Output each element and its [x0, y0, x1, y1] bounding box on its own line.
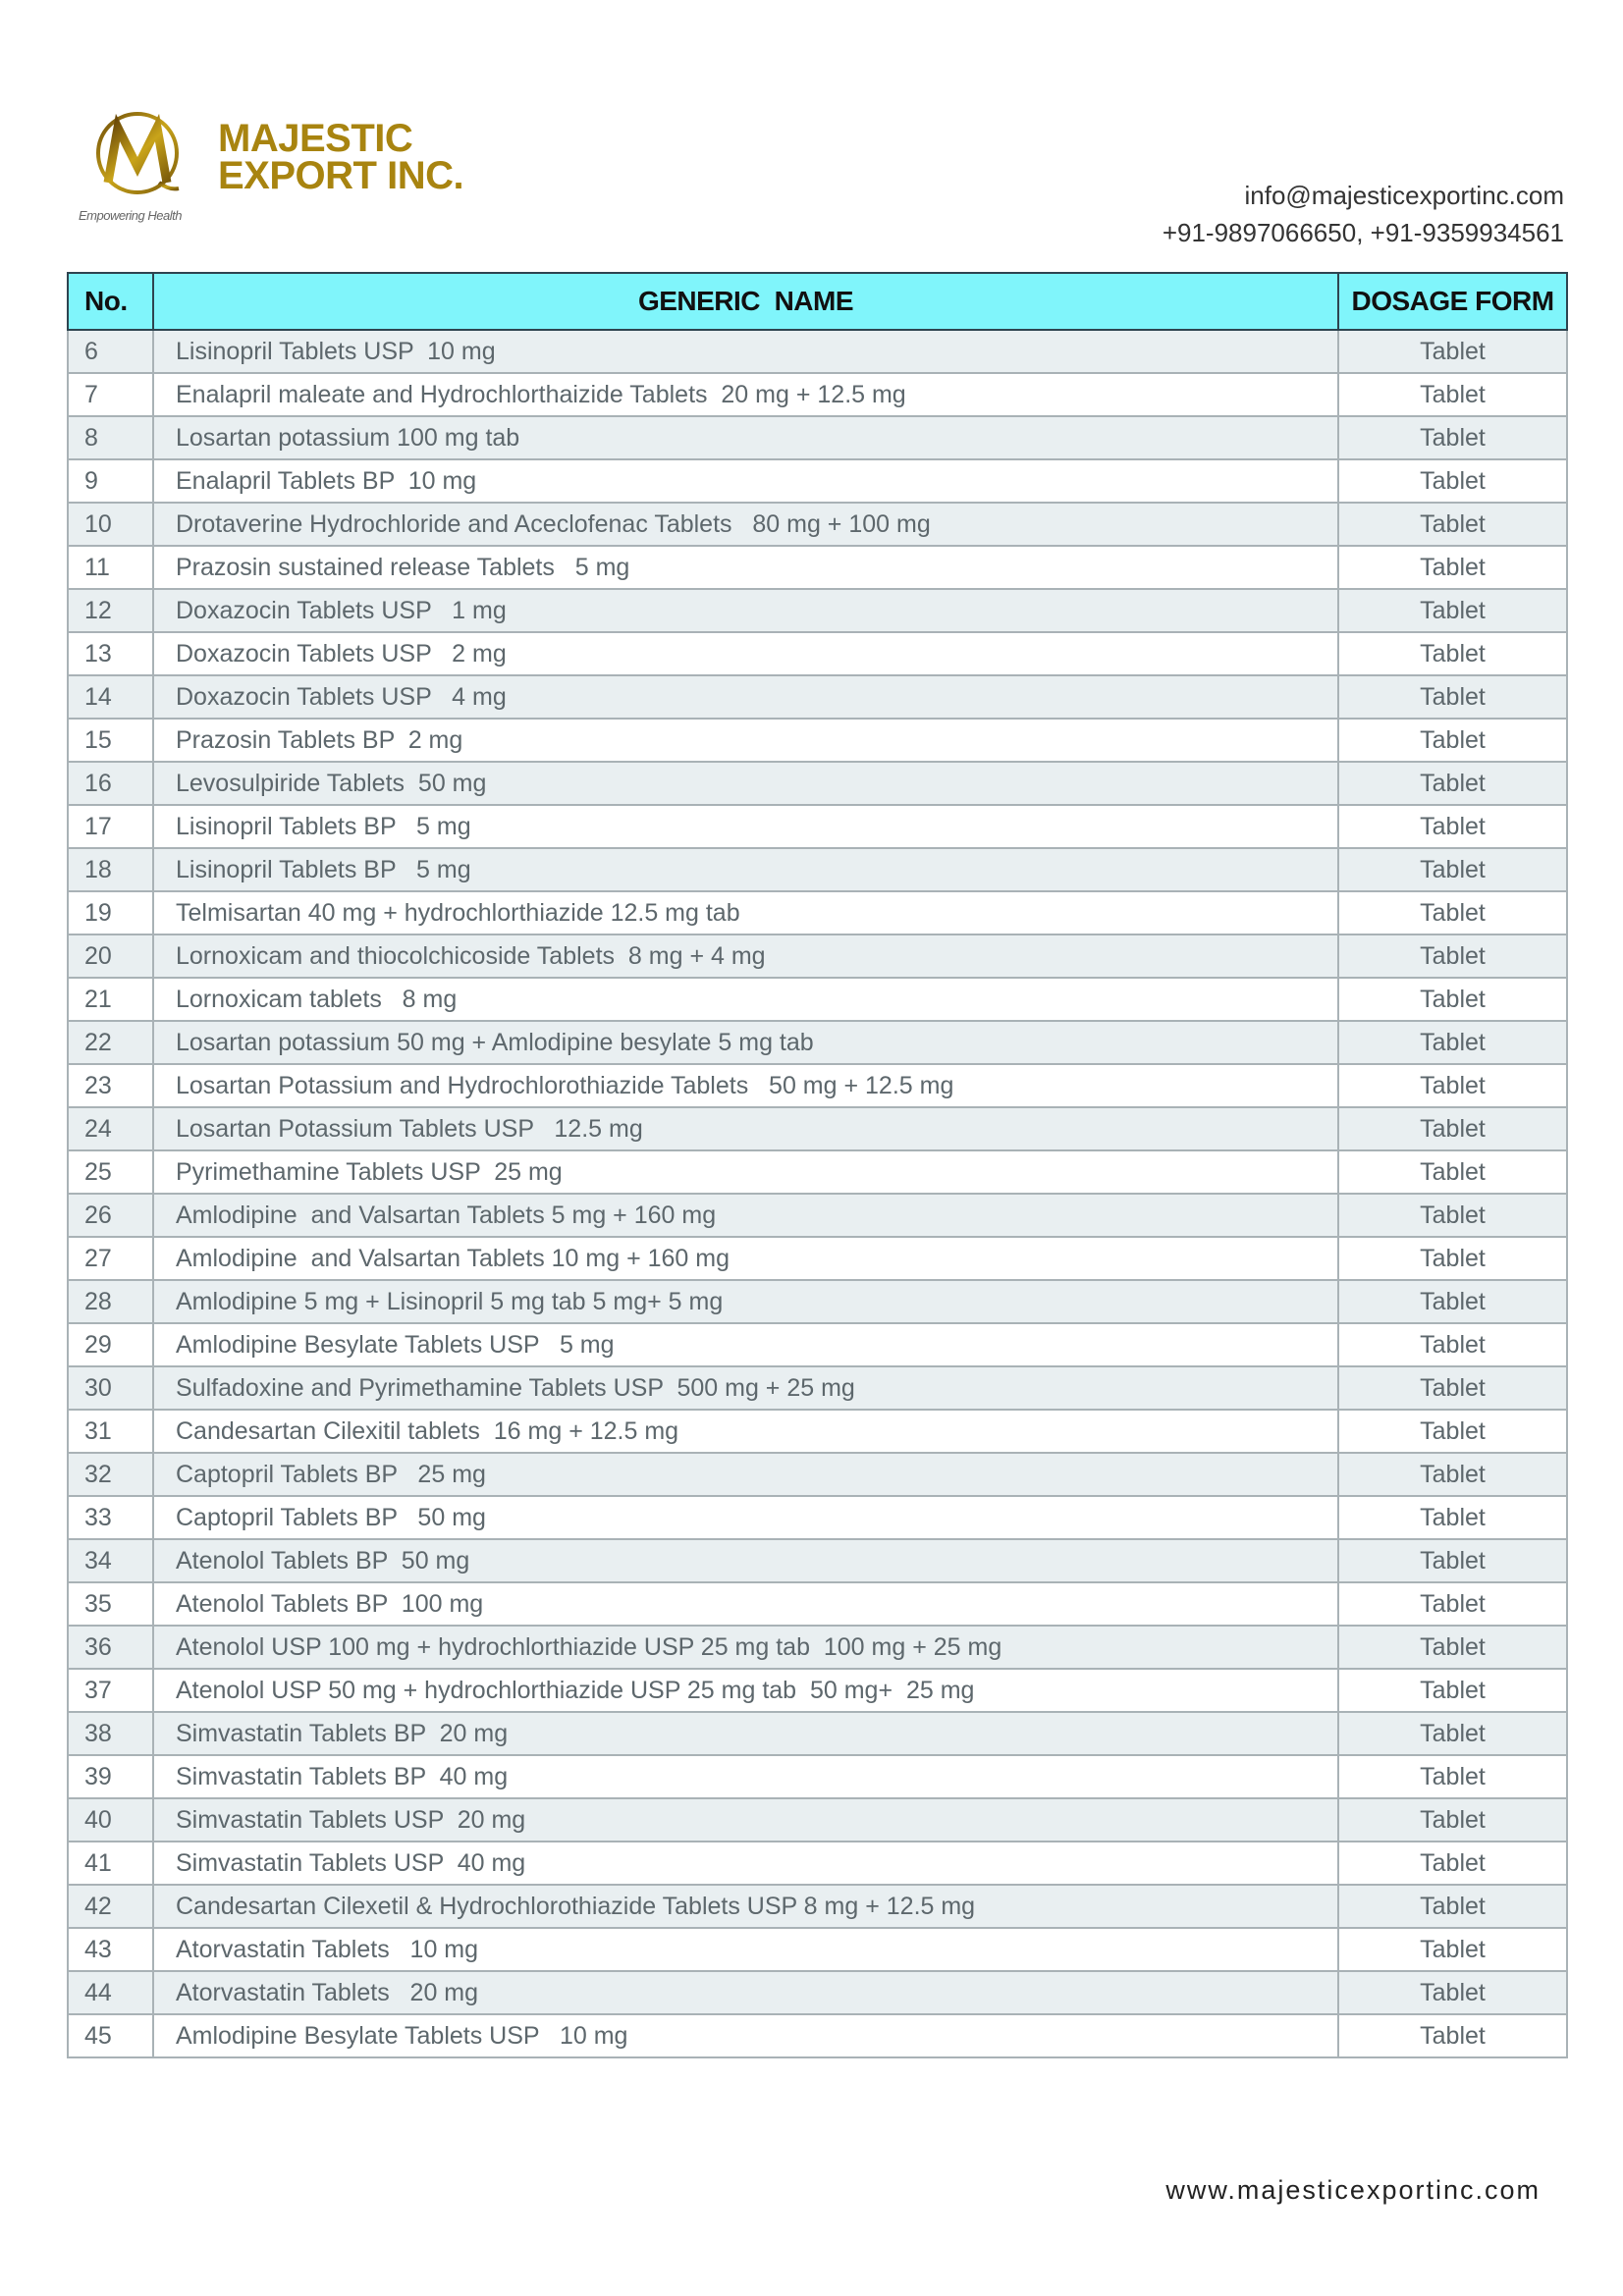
table-row	[68, 1712, 1567, 1755]
generic-name-cell: Enalapril Tablets BP 10 mg	[153, 459, 1338, 503]
generic-name-cell: Prazosin Tablets BP 2 mg	[153, 719, 1338, 762]
table-row	[68, 1150, 1567, 1194]
row-number: 30	[68, 1366, 153, 1410]
dosage-form-cell: Tablet	[1338, 546, 1567, 589]
generic-name-cell: Doxazocin Tablets USP 1 mg	[153, 589, 1338, 632]
generic-name-cell: Doxazocin Tablets USP 4 mg	[153, 675, 1338, 719]
row-number: 14	[68, 675, 153, 719]
dosage-form-cell: Tablet	[1338, 1885, 1567, 1928]
dosage-form-cell: Tablet	[1338, 1453, 1567, 1496]
dosage-form-cell: Tablet	[1338, 675, 1567, 719]
generic-name-cell: Losartan potassium 50 mg + Amlodipine besylate 5 mg tab	[153, 1021, 1338, 1064]
generic-name-cell: Enalapril maleate and Hydrochlorthaizide Tablets 20 mg + 12.5 mg	[153, 373, 1338, 416]
table-row	[68, 848, 1567, 891]
generic-name-cell: Atorvastatin Tablets 20 mg	[153, 1971, 1338, 2014]
dosage-form-cell: Tablet	[1338, 1539, 1567, 1582]
contact-info	[1163, 177, 1564, 251]
row-number: 9	[68, 459, 153, 503]
row-number: 38	[68, 1712, 153, 1755]
column-header-dosage-form: DOSAGE FORM	[1338, 273, 1567, 330]
dosage-form-cell: Tablet	[1338, 1712, 1567, 1755]
table-row	[68, 2014, 1567, 2057]
dosage-form-cell: Tablet	[1338, 330, 1567, 373]
row-number: 25	[68, 1150, 153, 1194]
row-number: 22	[68, 1021, 153, 1064]
dosage-form-cell: Tablet	[1338, 1755, 1567, 1798]
row-number: 12	[68, 589, 153, 632]
table-row	[68, 1410, 1567, 1453]
row-number: 27	[68, 1237, 153, 1280]
row-number: 29	[68, 1323, 153, 1366]
dosage-form-cell: Tablet	[1338, 719, 1567, 762]
generic-name-cell: Simvastatin Tablets BP 40 mg	[153, 1755, 1338, 1798]
generic-name-cell: Lisinopril Tablets USP 10 mg	[153, 330, 1338, 373]
brand-line-2: EXPORT INC.	[218, 154, 464, 197]
column-header-generic-name: GENERIC NAME	[153, 273, 1338, 330]
generic-name-cell: Simvastatin Tablets USP 40 mg	[153, 1842, 1338, 1885]
row-number: 6	[68, 330, 153, 373]
table-row	[68, 1582, 1567, 1626]
generic-name-cell: Atenolol Tablets BP 50 mg	[153, 1539, 1338, 1582]
row-number: 28	[68, 1280, 153, 1323]
table-row	[68, 1755, 1567, 1798]
product-table	[67, 272, 1568, 2058]
row-number: 24	[68, 1107, 153, 1150]
row-number: 32	[68, 1453, 153, 1496]
gold-m-circle-logo-icon	[88, 106, 187, 204]
generic-name-cell: Atorvastatin Tablets 10 mg	[153, 1928, 1338, 1971]
row-number: 8	[68, 416, 153, 459]
row-number: 39	[68, 1755, 153, 1798]
table-row	[68, 1064, 1567, 1107]
table-header-row	[68, 273, 1567, 330]
dosage-form-cell: Tablet	[1338, 978, 1567, 1021]
table-row	[68, 1496, 1567, 1539]
phone-numbers: +91-9897066650, +91-9359934561	[1162, 218, 1564, 247]
table-row	[68, 416, 1567, 459]
generic-name-cell: Telmisartan 40 mg + hydrochlorthiazide 12.5 mg tab	[153, 891, 1338, 934]
dosage-form-cell: Tablet	[1338, 1107, 1567, 1150]
brand-line-1: MAJESTIC	[218, 117, 413, 160]
dosage-form-cell: Tablet	[1338, 1366, 1567, 1410]
row-number: 16	[68, 762, 153, 805]
row-number: 7	[68, 373, 153, 416]
table-row	[68, 1539, 1567, 1582]
table-row	[68, 1842, 1567, 1885]
table-row	[68, 503, 1567, 546]
row-number: 42	[68, 1885, 153, 1928]
table-row	[68, 1971, 1567, 2014]
dosage-form-cell: Tablet	[1338, 1021, 1567, 1064]
generic-name-cell: Atenolol USP 100 mg + hydrochlorthiazide USP 25 mg tab 100 mg + 25 mg	[153, 1626, 1338, 1669]
table-row	[68, 891, 1567, 934]
table-row	[68, 762, 1567, 805]
table-row	[68, 934, 1567, 978]
dosage-form-cell: Tablet	[1338, 416, 1567, 459]
dosage-form-cell: Tablet	[1338, 934, 1567, 978]
generic-name-cell: Pyrimethamine Tablets USP 25 mg	[153, 1150, 1338, 1194]
dosage-form-cell: Tablet	[1338, 1150, 1567, 1194]
table-row	[68, 459, 1567, 503]
row-number: 15	[68, 719, 153, 762]
row-number: 18	[68, 848, 153, 891]
generic-name-cell: Sulfadoxine and Pyrimethamine Tablets USP 500 mg + 25 mg	[153, 1366, 1338, 1410]
generic-name-cell: Levosulpiride Tablets 50 mg	[153, 762, 1338, 805]
dosage-form-cell: Tablet	[1338, 2014, 1567, 2057]
row-number: 44	[68, 1971, 153, 2014]
table-row	[68, 1798, 1567, 1842]
generic-name-cell: Simvastatin Tablets BP 20 mg	[153, 1712, 1338, 1755]
table-row	[68, 719, 1567, 762]
table-row	[68, 373, 1567, 416]
row-number: 26	[68, 1194, 153, 1237]
row-number: 31	[68, 1410, 153, 1453]
table-row	[68, 805, 1567, 848]
table-row	[68, 1453, 1567, 1496]
generic-name-cell: Lornoxicam and thiocolchicoside Tablets 8 mg + 4 mg	[153, 934, 1338, 978]
tagline: Empowering Health	[79, 208, 182, 223]
table-row	[68, 1885, 1567, 1928]
dosage-form-cell: Tablet	[1338, 762, 1567, 805]
email-link[interactable]: info@majesticexportinc.com	[1244, 181, 1564, 210]
dosage-form-cell: Tablet	[1338, 891, 1567, 934]
row-number: 11	[68, 546, 153, 589]
row-number: 36	[68, 1626, 153, 1669]
row-number: 20	[68, 934, 153, 978]
generic-name-cell: Lisinopril Tablets BP 5 mg	[153, 848, 1338, 891]
dosage-form-cell: Tablet	[1338, 1669, 1567, 1712]
table-row	[68, 1107, 1567, 1150]
generic-name-cell: Amlodipine Besylate Tablets USP 10 mg	[153, 2014, 1338, 2057]
generic-name-cell: Losartan potassium 100 mg tab	[153, 416, 1338, 459]
company-logo	[79, 98, 491, 236]
generic-name-cell: Candesartan Cilexitil tablets 16 mg + 12.5 mg	[153, 1410, 1338, 1453]
dosage-form-cell: Tablet	[1338, 1496, 1567, 1539]
row-number: 45	[68, 2014, 153, 2057]
dosage-form-cell: Tablet	[1338, 1582, 1567, 1626]
dosage-form-cell: Tablet	[1338, 632, 1567, 675]
dosage-form-cell: Tablet	[1338, 503, 1567, 546]
generic-name-cell: Drotaverine Hydrochloride and Aceclofenac Tablets 80 mg + 100 mg	[153, 503, 1338, 546]
row-number: 40	[68, 1798, 153, 1842]
table-row	[68, 589, 1567, 632]
dosage-form-cell: Tablet	[1338, 589, 1567, 632]
table-row	[68, 1366, 1567, 1410]
table-row	[68, 1194, 1567, 1237]
table-row	[68, 1323, 1567, 1366]
generic-name-cell: Atenolol USP 50 mg + hydrochlorthiazide USP 25 mg tab 50 mg+ 25 mg	[153, 1669, 1338, 1712]
dosage-form-cell: Tablet	[1338, 1842, 1567, 1885]
table-row	[68, 1237, 1567, 1280]
row-number: 35	[68, 1582, 153, 1626]
dosage-form-cell: Tablet	[1338, 1323, 1567, 1366]
row-number: 23	[68, 1064, 153, 1107]
dosage-form-cell: Tablet	[1338, 848, 1567, 891]
table-row	[68, 1626, 1567, 1669]
generic-name-cell: Lornoxicam tablets 8 mg	[153, 978, 1338, 1021]
generic-name-cell: Amlodipine and Valsartan Tablets 5 mg + 160 mg	[153, 1194, 1338, 1237]
row-number: 21	[68, 978, 153, 1021]
generic-name-cell: Amlodipine Besylate Tablets USP 5 mg	[153, 1323, 1338, 1366]
dosage-form-cell: Tablet	[1338, 1798, 1567, 1842]
column-header-no: No.	[68, 273, 153, 330]
table-row	[68, 978, 1567, 1021]
row-number: 34	[68, 1539, 153, 1582]
dosage-form-cell: Tablet	[1338, 459, 1567, 503]
generic-name-cell: Amlodipine 5 mg + Lisinopril 5 mg tab 5 mg+ 5 mg	[153, 1280, 1338, 1323]
dosage-form-cell: Tablet	[1338, 1237, 1567, 1280]
dosage-form-cell: Tablet	[1338, 1280, 1567, 1323]
generic-name-cell: Losartan Potassium and Hydrochlorothiazide Tablets 50 mg + 12.5 mg	[153, 1064, 1338, 1107]
row-number: 10	[68, 503, 153, 546]
dosage-form-cell: Tablet	[1338, 805, 1567, 848]
generic-name-cell: Doxazocin Tablets USP 2 mg	[153, 632, 1338, 675]
row-number: 43	[68, 1928, 153, 1971]
table-row	[68, 546, 1567, 589]
dosage-form-cell: Tablet	[1338, 373, 1567, 416]
generic-name-cell: Amlodipine and Valsartan Tablets 10 mg + 160 mg	[153, 1237, 1338, 1280]
dosage-form-cell: Tablet	[1338, 1971, 1567, 2014]
generic-name-cell: Captopril Tablets BP 50 mg	[153, 1496, 1338, 1539]
row-number: 19	[68, 891, 153, 934]
generic-name-cell: Captopril Tablets BP 25 mg	[153, 1453, 1338, 1496]
dosage-form-cell: Tablet	[1338, 1064, 1567, 1107]
generic-name-cell: Prazosin sustained release Tablets 5 mg	[153, 546, 1338, 589]
row-number: 13	[68, 632, 153, 675]
generic-name-cell: Candesartan Cilexetil & Hydrochlorothiazide Tablets USP 8 mg + 12.5 mg	[153, 1885, 1338, 1928]
generic-name-cell: Atenolol Tablets BP 100 mg	[153, 1582, 1338, 1626]
table-row	[68, 1669, 1567, 1712]
table-row	[68, 675, 1567, 719]
generic-name-cell: Losartan Potassium Tablets USP 12.5 mg	[153, 1107, 1338, 1150]
table-row	[68, 330, 1567, 373]
table-row	[68, 1928, 1567, 1971]
dosage-form-cell: Tablet	[1338, 1626, 1567, 1669]
dosage-form-cell: Tablet	[1338, 1194, 1567, 1237]
row-number: 37	[68, 1669, 153, 1712]
row-number: 17	[68, 805, 153, 848]
website-link[interactable]: www.majesticexportinc.com	[1165, 2175, 1541, 2205]
company-name	[218, 117, 464, 197]
row-number: 33	[68, 1496, 153, 1539]
table-row	[68, 1280, 1567, 1323]
table-row	[68, 1021, 1567, 1064]
dosage-form-cell: Tablet	[1338, 1928, 1567, 1971]
generic-name-cell: Simvastatin Tablets USP 20 mg	[153, 1798, 1338, 1842]
row-number: 41	[68, 1842, 153, 1885]
generic-name-cell: Lisinopril Tablets BP 5 mg	[153, 805, 1338, 848]
dosage-form-cell: Tablet	[1338, 1410, 1567, 1453]
table-row	[68, 632, 1567, 675]
